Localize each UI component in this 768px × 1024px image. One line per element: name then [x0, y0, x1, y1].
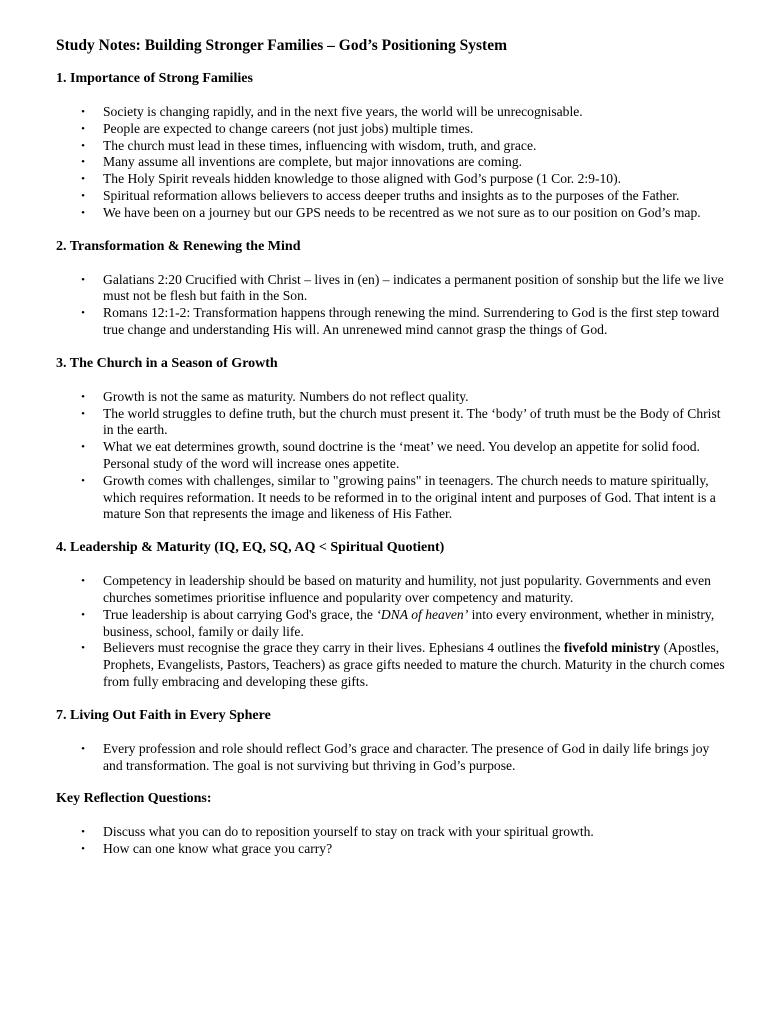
bullet-text: Romans 12:1-2: Transformation happens through renewing the mind. Surrendering to God is the first step toward true change and understanding His will. An unrenewed mind cannot grasp the things of God. — [103, 305, 720, 337]
bullet-item — [56, 272, 728, 306]
bullet-item — [56, 104, 728, 121]
bullet-text: True leadership is about carrying God's grace, the — [103, 606, 377, 622]
bullet-item — [56, 607, 728, 641]
bullet-icon: • — [81, 826, 85, 839]
bullet-item — [56, 473, 728, 523]
bullet-icon: • — [81, 173, 85, 186]
bullet-item — [56, 841, 728, 858]
bullet-text: Every profession and role should reflect God’s grace and character. The presence of God in daily life brings joy and transformation. The goal is not surviving but thriving in God’s purpose. — [103, 740, 710, 773]
bullet-icon: • — [81, 441, 85, 454]
section-heading: 7. Living Out Faith in Every Sphere — [56, 707, 271, 723]
bullet-text: We have been on a journey but our GPS needs to be recentred as we not sure as to our position on God’s map. — [103, 204, 701, 220]
bullet-item — [56, 640, 728, 690]
bullet-text: into every environment, whether in ministry, business, school, family or daily life. — [103, 606, 715, 639]
bullet-text: How can one know what grace you carry? — [103, 841, 333, 857]
bullet-text: Competency in leadership should be based on maturity and humility, not just popularity. Governments and even churches sometimes prioritise influence and popularity over competency and maturity. — [103, 573, 711, 605]
bullet-icon: • — [81, 189, 85, 202]
bullet-icon: • — [81, 608, 85, 621]
bullet-text: People are expected to change careers (not just jobs) multiple times. — [103, 120, 474, 136]
bullet-item — [56, 389, 728, 406]
bullet-icon: • — [81, 139, 85, 152]
bullet-text: Spiritual reformation allows believers to access deeper truths and insights as to the purposes of the Father. — [103, 187, 680, 203]
bullet-item — [56, 741, 728, 775]
bullet-text: Galatians 2:20 Crucified with Christ – lives in (en) – indicates a permanent position of sonship but the life we live must not be flesh but faith in the Son. — [103, 271, 724, 304]
bullet-icon: • — [81, 742, 85, 755]
bullet-icon: • — [81, 273, 85, 286]
bullet-text: (Apostles, Prophets, Evangelists, Pastors, Teachers) as grace gifts needed to mature the church. Maturity in the church comes from fully embracing and developing these gifts. — [103, 640, 725, 689]
section-heading: 1. Importance of Strong Families — [56, 71, 253, 86]
sections-container — [56, 70, 728, 858]
bullet-text: Believers must recognise the grace they carry in their lives. Ephesians 4 outlines the — [103, 640, 564, 656]
bullet-icon: • — [81, 843, 85, 856]
bullet-icon: • — [81, 575, 85, 588]
bullet-item — [56, 305, 728, 339]
bullet-text: What we eat determines growth, sound doctrine is the ‘meat’ we need. You develop an appetite for solid food. Personal study of the word will increase ones appetite. — [103, 439, 700, 471]
bullet-icon: • — [81, 106, 85, 118]
bullet-item — [56, 439, 728, 473]
bullet-list — [56, 272, 728, 339]
bullet-icon: • — [81, 122, 85, 135]
bullet-text: Society is changing rapidly, and in the next five years, the world will be unrecognisable. — [103, 104, 583, 119]
bullet-text: Growth comes with challenges, similar to "growing pains" in teenagers. The church needs to mature spiritually, which requires reformation. It needs to be reformed in to the original intent and purposes of God. That intent is a mature Son that represents the image and likeness of His Father. — [103, 472, 716, 522]
bullet-item — [56, 171, 728, 188]
bullet-icon: • — [81, 390, 85, 403]
bullet-item — [56, 138, 728, 155]
document-title: Study Notes: Building Stronger Families – God’s Positioning System — [56, 37, 507, 54]
bullet-item — [56, 824, 728, 841]
bullet-icon: • — [81, 642, 85, 655]
section-heading: 4. Leadership & Maturity (IQ, EQ, SQ, AQ < Spiritual Quotient) — [56, 540, 445, 556]
bullet-icon: • — [81, 407, 85, 420]
bullet-text: The Holy Spirit reveals hidden knowledge to those aligned with God’s purpose (1 Cor. 2:9-10). — [103, 171, 621, 187]
bullet-item — [56, 188, 728, 205]
section-heading: Key Reflection Questions: — [56, 791, 212, 807]
bullet-list — [56, 741, 728, 775]
bullet-icon: • — [81, 206, 85, 219]
section-heading: 3. The Church in a Season of Growth — [56, 355, 278, 371]
bullet-item — [56, 205, 728, 222]
bullet-text: Many assume all inventions are complete, but major innovations are coming. — [103, 154, 523, 170]
bullet-text: Discuss what you can do to reposition yourself to stay on track with your spiritual growth. — [103, 824, 594, 840]
bullet-icon: • — [81, 156, 85, 169]
bullet-list — [56, 104, 728, 222]
bullet-icon: • — [81, 307, 85, 320]
bullet-text: Growth is not the same as maturity. Numbers do not reflect quality. — [103, 388, 469, 404]
bullet-item — [56, 154, 728, 171]
bullet-list — [56, 573, 728, 691]
bullet-text: The church must lead in these times, influencing with wisdom, truth, and grace. — [103, 137, 537, 153]
bullet-list — [56, 389, 728, 523]
bullet-item — [56, 573, 728, 607]
bullet-item — [56, 121, 728, 138]
bullet-icon: • — [81, 474, 85, 487]
bold-text: fivefold ministry — [563, 640, 661, 656]
document-page — [56, 36, 728, 874]
section-heading: 2. Transformation & Renewing the Mind — [56, 238, 301, 254]
bullet-text: The world struggles to define truth, but the church must present it. The ‘body’ of truth must be the Body of Christ in the earth. — [103, 405, 721, 438]
bullet-item — [56, 406, 728, 440]
bullet-list — [56, 824, 728, 858]
italic-text: ‘DNA of heaven’ — [376, 606, 469, 622]
